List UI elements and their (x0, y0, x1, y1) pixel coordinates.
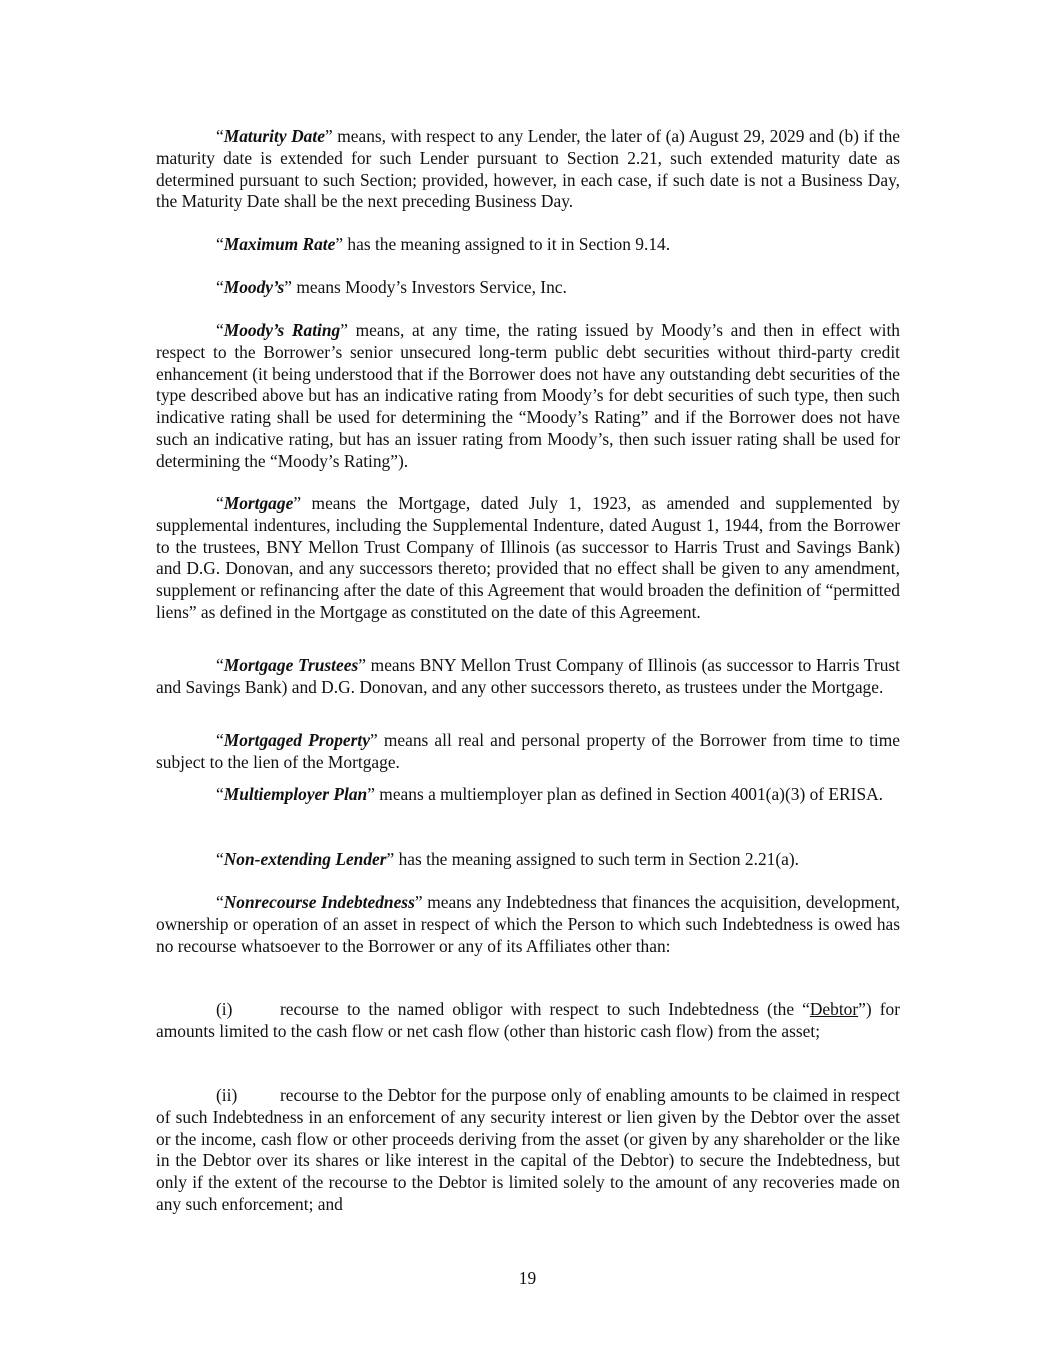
definition-text: means, at any time, the rating issued by Moody’s and then in effect with respect to the Borrower’s senior unsecured long-term public debt securities without third-party credit enhancement (it being understood that if the Borrower does not have any outstanding debt securities of the type described above but has an indicative rating from Moody’s for debt securities of such type, then such indicative rating shall be used for determining the “Moody’s Rating” and if the Borrower does not have such an indicative rating, but has an issuer rating from Moody’s, then such issuer rating shall be used for determining the “Moody’s Rating”). (156, 320, 900, 471)
definition-text: means the Mortgage, dated July 1, 1923, as amended and supplemented by supplemental indentures, including the Supplemental Indenture, dated August 1, 1944, from the Borrower to the trustees, BNY Mellon Trust Company of Illinois (as successor to Harris Trust and Savings Bank) and D.G. Donovan, and any successors thereto; provided that no effect shall be given to any amendment, supplement or refinancing after the date of this Agreement that would broaden the definition of “permitted liens” as defined in the Mortgage as constituted on the date of this Agreement. (156, 493, 900, 622)
defined-term-debtor: Debtor (809, 999, 859, 1019)
definition-text: means any Indebtedness that finances the acquisition, development, ownership or operation of an asset in respect of which the Person to which such Indebtedness is owed has no recourse whatsoever to the Borrower or any of its Affiliates other than: (156, 892, 901, 956)
defined-term: Multiemployer Plan (223, 784, 368, 804)
definition-non-extending-lender: “Non-extending Lender” has the meaning assigned to such term in Section 2.21(a). (216, 849, 799, 869)
definition-moodys: “Moody’s” means Moody’s Investors Service, Inc. (216, 277, 567, 297)
defined-term: Moody’s (223, 277, 285, 297)
page-number: 19 (518, 1268, 537, 1288)
clause-numeral: (ii) (216, 1085, 238, 1105)
defined-term: Mortgage (223, 493, 294, 513)
definition-multiemployer-plan: “Multiemployer Plan” means a multiemployer plan as defined in Section 4001(a)(3) of ERISA. (216, 784, 884, 804)
defined-term: Moody’s Rating (223, 320, 341, 340)
definition-text: means, with respect to any Lender, the later of (a) August 29, 2029 and (b) if the maturity date is extended for such Lender pursuant to Section 2.21, such extended maturity date as determined pursuant to such Section; provided, however, in each case, if such date is not a Business Day, the Maturity Date shall be the next preceding Business Day. (156, 126, 900, 212)
defined-term: Mortgage Trustees (223, 655, 359, 675)
definition-moodys-rating: “Moody’s Rating” means, at any time, the rating issued by Moody’s and then in effect with respect to the Borrower’s senior unsecured long-term public debt securities without third-party credit enhancement (it being understood that if the Borrower does not have any outstanding debt securities of the type described above but has an indicative rating from Moody’s for debt securities of such type, then such indicative rating shall be used for determining the “Moody’s Rating” and if the Borrower does not have such an indicative rating, but has an issuer rating from Moody’s, then such issuer rating shall be used for determining the “Moody’s Rating”). (156, 320, 900, 471)
definition-mortgage-trustees: “Mortgage Trustees” means BNY Mellon Trust Company of Illinois (as successor to Harris Trust and Savings Bank) and D.G. Donovan, and any other successors thereto, as trustees under the Mortgage. (156, 655, 900, 697)
defined-term: Maturity Date (223, 126, 325, 146)
definition-text: means a multiemployer plan as defined in Section 4001(a)(3) of ERISA. (374, 784, 884, 804)
defined-term: Non-extending Lender (223, 849, 387, 869)
definition-mortgaged-property: “Mortgaged Property” means all real and personal property of the Borrower from time to time subject to the lien of the Mortgage. (156, 730, 900, 772)
definition-nonrecourse-indebtedness: “Nonrecourse Indebtedness” means any Indebtedness that finances the acquisition, development, ownership or operation of an asset in respect of which the Person to which such Indebtedness is owed has no recourse whatsoever to the Borrower or any of its Affiliates other than: (156, 892, 901, 956)
definition-text: means Moody’s Investors Service, Inc. (292, 277, 567, 297)
defined-term: Maximum Rate (223, 234, 336, 254)
clause-ii: (ii) recourse to the Debtor for the purpose only of enabling amounts to be claimed in respect of such Indebtedness in an enforcement of any security interest or lien given by the Debtor over the asset or the income, cash flow or other proceeds deriving from the asset (or given by any shareholder or the like in the Debtor over its shares or like interest in the capital of the Debtor) to secure the Indebtedness, but only if the extent of the recourse to the Debtor is limited solely to the amount of any recoveries made on any such enforcement; and (156, 1085, 900, 1214)
clause-i: (i) recourse to the named obligor with respect to such Indebtedness (the “Debtor”) for amounts limited to the cash flow or net cash flow (other than historic cash flow) from the asset; (156, 999, 900, 1041)
definition-maximum-rate: “Maximum Rate” has the meaning assigned to it in Section 9.14. (216, 234, 671, 254)
definition-text: means BNY Mellon Trust Company of Illinois (as successor to Harris Trust and Savings Bank) and D.G. Donovan, and any other successors thereto, as trustees under the Mortgage. (156, 655, 900, 697)
defined-term: Nonrecourse Indebtedness (223, 892, 415, 912)
definition-text: has the meaning assigned to such term in Section 2.21(a). (394, 849, 799, 869)
definition-text: means all real and personal property of the Borrower from time to time subject to the lien of the Mortgage. (156, 730, 900, 772)
clause-numeral: (i) (216, 999, 233, 1019)
definition-maturity-date: “Maturity Date” means, with respect to any Lender, the later of (a) August 29, 2029 and (b) if the maturity date is extended for such Lender pursuant to Section 2.21, such extended maturity date as determined pursuant to such Section; provided, however, in each case, if such date is not a Business Day, the Maturity Date shall be the next preceding Business Day. (156, 126, 900, 212)
definition-mortgage: “Mortgage” means the Mortgage, dated July 1, 1923, as amended and supplemented by supplemental indentures, including the Supplemental Indenture, dated August 1, 1944, from the Borrower to the trustees, BNY Mellon Trust Company of Illinois (as successor to Harris Trust and Savings Bank) and D.G. Donovan, and any successors thereto; provided that no effect shall be given to any amendment, supplement or refinancing after the date of this Agreement that would broaden the definition of “permitted liens” as defined in the Mortgage as constituted on the date of this Agreement. (156, 493, 900, 622)
defined-term: Mortgaged Property (223, 730, 370, 750)
definition-text: has the meaning assigned to it in Section 9.14. (343, 234, 671, 254)
